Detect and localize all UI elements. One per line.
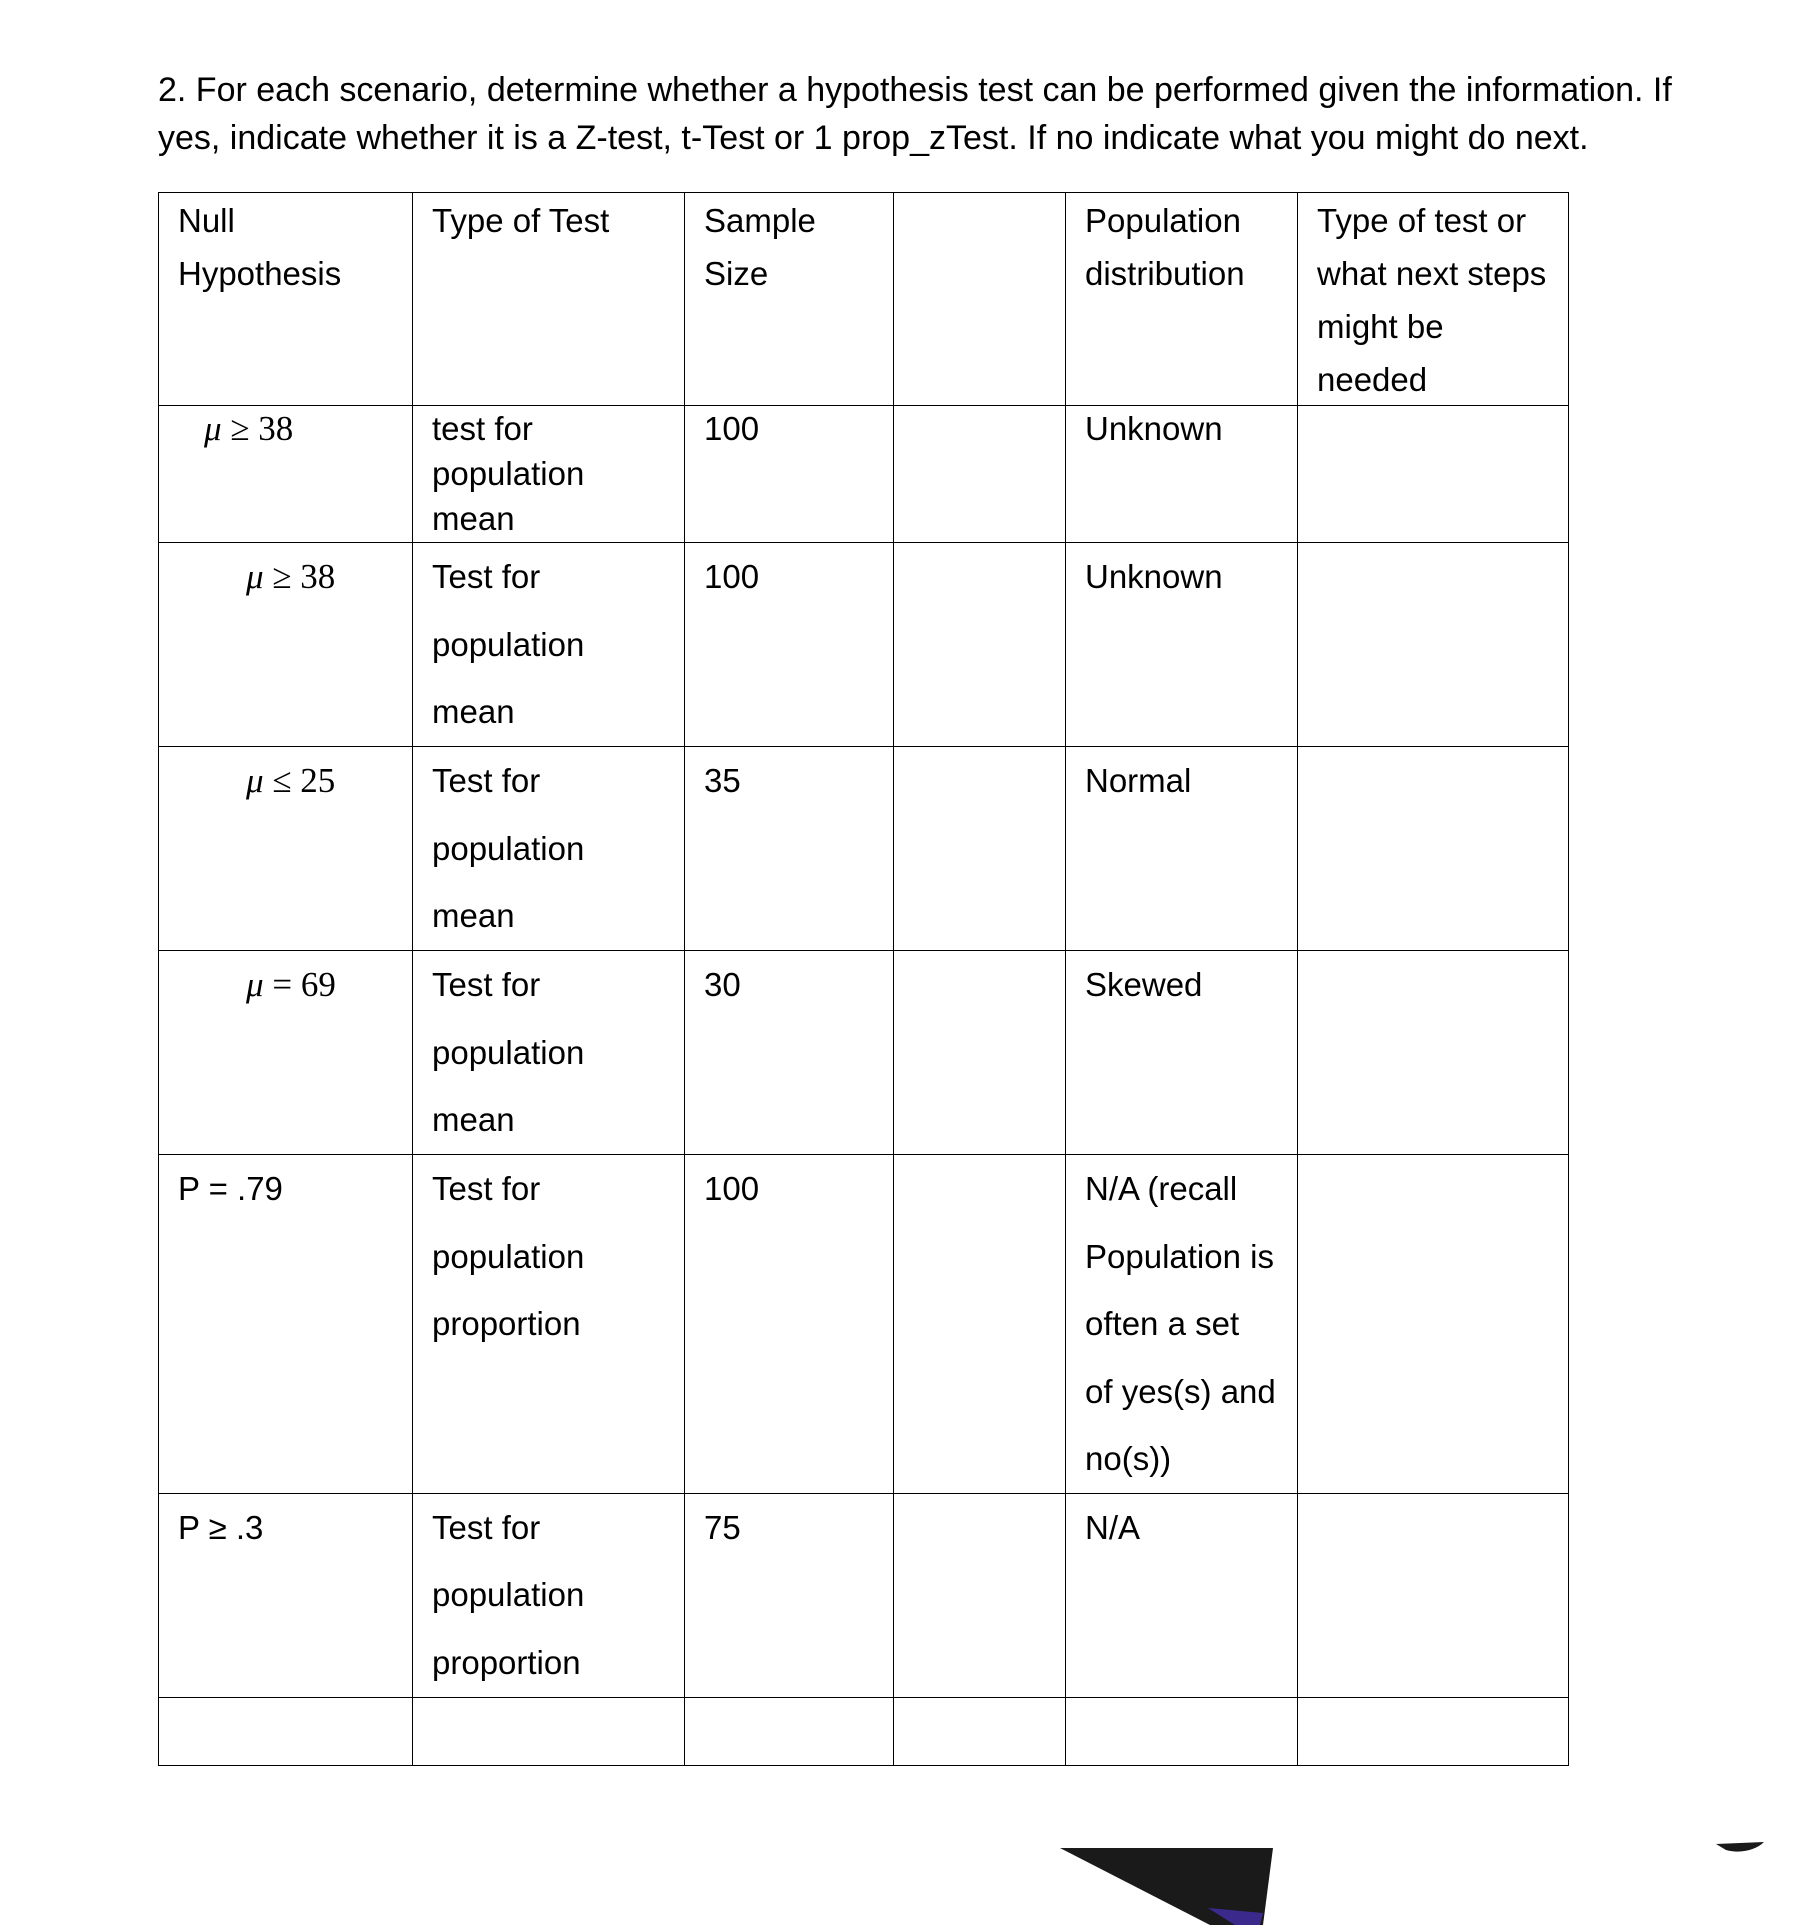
- type-of-test-cell: Test for population proportion: [413, 1155, 685, 1494]
- header-population-distribution: Population distribution: [1066, 193, 1298, 406]
- next-steps-cell[interactable]: [1298, 543, 1569, 747]
- null-hypothesis-cell: μ = 69: [159, 951, 413, 1155]
- next-steps-cell[interactable]: [1298, 747, 1569, 951]
- question-text: [158, 66, 1688, 162]
- next-steps-cell[interactable]: [1298, 951, 1569, 1155]
- population-distribution-cell: Skewed: [1066, 951, 1298, 1155]
- table-row: [159, 1493, 1569, 1697]
- population-distribution-cell: Normal: [1066, 747, 1298, 951]
- null-hypothesis-cell: μ ≥ 38: [159, 406, 413, 543]
- null-hypothesis-cell: P ≥ .3: [159, 1493, 413, 1697]
- blank-cell: [894, 1493, 1066, 1697]
- empty-cell: [1298, 1697, 1569, 1765]
- next-steps-cell[interactable]: [1298, 406, 1569, 543]
- sample-size-cell: 100: [685, 406, 894, 543]
- header-next-steps: Type of test or what next steps might be needed: [1298, 193, 1569, 406]
- empty-cell: [413, 1697, 685, 1765]
- empty-cell: [1066, 1697, 1298, 1765]
- header-row: [159, 193, 1569, 406]
- type-of-test-cell: Test for population proportion: [413, 1493, 685, 1697]
- table-row: [159, 543, 1569, 747]
- type-of-test-cell: test for population mean: [413, 406, 685, 543]
- next-steps-cell[interactable]: [1298, 1493, 1569, 1697]
- blank-cell: [894, 406, 1066, 543]
- small-black-mark: [1716, 1842, 1764, 1852]
- sample-size-cell: 75: [685, 1493, 894, 1697]
- population-distribution-cell: N/A: [1066, 1493, 1298, 1697]
- next-steps-cell[interactable]: [1298, 1155, 1569, 1494]
- population-distribution-cell: Unknown: [1066, 406, 1298, 543]
- header-type-of-test: Type of Test: [413, 193, 685, 406]
- hypothesis-table: [158, 192, 1569, 1766]
- blank-cell: [894, 543, 1066, 747]
- header-sample-size: Sample Size: [685, 193, 894, 406]
- empty-cell: [894, 1697, 1066, 1765]
- type-of-test-cell: Test for population mean: [413, 951, 685, 1155]
- question-line-2: yes, indicate whether it is a Z-test, t-Test or 1 prop_zTest. If no indicate what you might do next.: [158, 119, 1589, 157]
- empty-cell: [685, 1697, 894, 1765]
- table-row: [159, 951, 1569, 1155]
- type-of-test-cell: Test for population mean: [413, 543, 685, 747]
- header-blank: [894, 193, 1066, 406]
- blank-cell: [894, 1155, 1066, 1494]
- table-row: [159, 747, 1569, 951]
- decorative-black-shape: [1060, 1845, 1275, 1925]
- table-row: [159, 406, 1569, 543]
- blank-cell: [894, 951, 1066, 1155]
- population-distribution-cell: Unknown: [1066, 543, 1298, 747]
- population-distribution-cell: N/A (recall Population is often a set of yes(s) and no(s)): [1066, 1155, 1298, 1494]
- decorative-small-shape: [1716, 1842, 1764, 1856]
- null-hypothesis-cell: P = .79: [159, 1155, 413, 1494]
- sample-size-cell: 100: [685, 543, 894, 747]
- empty-cell: [159, 1697, 413, 1765]
- null-hypothesis-cell: μ ≥ 38: [159, 543, 413, 747]
- header-null-hypothesis: Null Hypothesis: [159, 193, 413, 406]
- blank-cell: [894, 747, 1066, 951]
- sample-size-cell: 30: [685, 951, 894, 1155]
- sample-size-cell: 100: [685, 1155, 894, 1494]
- question-line-1: 2. For each scenario, determine whether a hypothesis test can be performed given the information. If: [158, 71, 1672, 109]
- empty-row: [159, 1697, 1569, 1765]
- sample-size-cell: 35: [685, 747, 894, 951]
- type-of-test-cell: Test for population mean: [413, 747, 685, 951]
- null-hypothesis-cell: μ ≤ 25: [159, 747, 413, 951]
- table-row: [159, 1155, 1569, 1494]
